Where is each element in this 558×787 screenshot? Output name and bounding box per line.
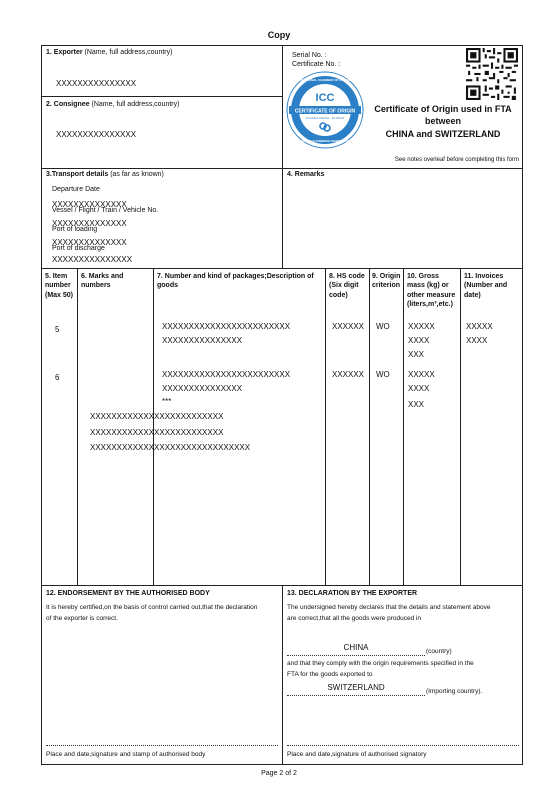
col-header-invoices: 11. Invoices (Number and date) bbox=[464, 273, 508, 299]
consignee-heading: 2. Consignee (Name, full address,country) bbox=[46, 101, 180, 108]
country1-line bbox=[287, 655, 425, 656]
item-mass: XXXX bbox=[408, 336, 430, 345]
item-desc: *** bbox=[162, 397, 172, 406]
extra-line: XXXXXXXXXXXXXXXXXXXXXXXXX bbox=[90, 412, 224, 421]
country2-line bbox=[287, 695, 425, 696]
item-mass: XXX bbox=[408, 350, 425, 359]
see-notes: See notes overleaf before completing this form bbox=[394, 157, 519, 163]
icc-seal-icon bbox=[285, 68, 365, 154]
vessel-label: Vessel / Flight / Train / Vehicle No. bbox=[52, 207, 159, 214]
endorsement-sign-line bbox=[46, 745, 278, 746]
item-desc: XXXXXXXXXXXXXXXXXXXXXXXX bbox=[162, 322, 291, 331]
item-desc: XXXXXXXXXXXXXXX bbox=[162, 336, 243, 345]
col-line-10 bbox=[403, 268, 404, 585]
col-header-origin: 9. Origin criterion bbox=[372, 273, 401, 290]
item-invoice: XXXXX bbox=[466, 322, 493, 331]
discharge-value: XXXXXXXXXXXXXXX bbox=[52, 255, 133, 264]
departure-value: XXXXXXXXXXXXXX bbox=[52, 200, 127, 209]
seal-band: CERTIFICATE OF ORIGIN bbox=[294, 108, 356, 115]
declaration-heading: 13. DECLARATION BY THE EXPORTER bbox=[287, 590, 418, 597]
col-line-8 bbox=[325, 268, 326, 585]
extra-line: XXXXXXXXXXXXXXXXXXXXXXXXX bbox=[90, 428, 224, 437]
serial-label: Serial No. : bbox=[292, 52, 327, 59]
importing-suffix: (Importing country). bbox=[426, 688, 483, 695]
col-header-marks: 6. Marks and numbers bbox=[81, 273, 124, 290]
endorsement-text: of the exporter is correct. bbox=[46, 615, 118, 622]
declaration-sign-label: Place and date,signature of authorised signatory bbox=[287, 751, 427, 758]
item-hs-code: XXXXXX bbox=[332, 322, 365, 331]
item-number: 5 bbox=[55, 325, 60, 334]
item-mass: XXX bbox=[408, 400, 425, 409]
item-mass: XXXXX bbox=[408, 370, 435, 379]
divider-columns bbox=[41, 268, 523, 269]
loading-label: Port of loading bbox=[52, 226, 98, 233]
country-suffix: (country) bbox=[426, 648, 452, 655]
declaration-sign-line bbox=[287, 745, 519, 746]
loading-value: XXXXXXXXXXXXXX bbox=[52, 238, 127, 247]
exporter-heading: 1. Exporter (Name, full address,country) bbox=[46, 49, 173, 56]
transport-heading: 3.Transport details (as far as known) bbox=[46, 171, 164, 178]
endorsement-text: It is hereby certified,on the basis of control carried out,that the declaration bbox=[46, 604, 258, 611]
seal-sub: Accredited Chamber · ZA-0301-5 bbox=[305, 117, 345, 120]
col-header-hs-code: 8. HS code (Six digit code) bbox=[329, 273, 365, 299]
divider-remarks bbox=[282, 168, 283, 268]
col-line-11 bbox=[460, 268, 461, 585]
item-origin: WO bbox=[376, 322, 390, 331]
consignee-value: XXXXXXXXXXXXXXX bbox=[56, 130, 137, 139]
seal-logo: ICC bbox=[315, 92, 335, 104]
vessel-value: XXXXXXXXXXXXXX bbox=[52, 219, 127, 228]
endorsement-sign-label: Place and date,signature and stamp of authorised body bbox=[46, 751, 206, 758]
col-line-9 bbox=[369, 268, 370, 585]
seal-arc-bottom: WORLD CHAMBERS FEDERATION bbox=[300, 139, 350, 143]
seal-arc-top: INTERNATIONAL CHAMBER OF COMMERCE bbox=[292, 78, 358, 82]
exporter-value: XXXXXXXXXXXXXXX bbox=[56, 79, 137, 88]
declaration-text: FTA for the goods exported to bbox=[287, 671, 373, 678]
declaration-text: are correct,that all the goods were produced in bbox=[287, 615, 422, 622]
remarks-heading: 4. Remarks bbox=[287, 171, 325, 178]
departure-label: Departure Date bbox=[52, 186, 100, 193]
extra-line: XXXXXXXXXXXXXXXXXXXXXXXXXXXXXX bbox=[90, 443, 251, 452]
divider-top bbox=[282, 45, 283, 168]
col-header-description: 7. Number and kind of packages;Description of goods bbox=[157, 273, 314, 290]
item-desc: XXXXXXXXXXXXXXX bbox=[162, 384, 243, 393]
page-footer: Page 2 of 2 bbox=[261, 770, 297, 777]
item-invoice: XXXX bbox=[466, 336, 488, 345]
col-line-7 bbox=[153, 268, 154, 585]
col-line-6 bbox=[77, 268, 78, 585]
discharge-label: Port of discharge bbox=[52, 245, 105, 252]
title-line2: between bbox=[424, 116, 461, 126]
divider-bottom-mid bbox=[282, 585, 283, 765]
title-line3: CHINA and SWITZERLAND bbox=[385, 129, 501, 139]
country-importing: SWITZERLAND bbox=[327, 683, 385, 692]
item-origin: WO bbox=[376, 370, 390, 379]
col-header-gross-mass: 10. Gross mass (kg) or other measure (liters,m³,etc.) bbox=[407, 273, 456, 309]
item-number: 6 bbox=[55, 373, 60, 382]
qr-code-icon bbox=[466, 48, 518, 100]
item-desc: XXXXXXXXXXXXXXXXXXXXXXXX bbox=[162, 370, 291, 379]
declaration-text: and that they comply with the origin requirements specified in the bbox=[287, 660, 474, 667]
item-mass: XXXX bbox=[408, 384, 430, 393]
copy-label: Copy bbox=[267, 30, 291, 40]
item-mass: XXXXX bbox=[408, 322, 435, 331]
endorsement-heading: 12. ENDORSEMENT BY THE AUTHORISED BODY bbox=[46, 590, 210, 597]
title-line1: Certificate of Origin used in FTA bbox=[374, 104, 512, 114]
declaration-text: The undersigned hereby declares that the details and statement above bbox=[287, 604, 491, 611]
divider-exporter bbox=[41, 96, 282, 97]
cert-no-label: Certificate No. : bbox=[292, 61, 341, 68]
col-header-item-number: 5. Item number (Max 50) bbox=[45, 273, 74, 299]
country-produced: CHINA bbox=[343, 643, 369, 652]
item-hs-code: XXXXXX bbox=[332, 370, 365, 379]
